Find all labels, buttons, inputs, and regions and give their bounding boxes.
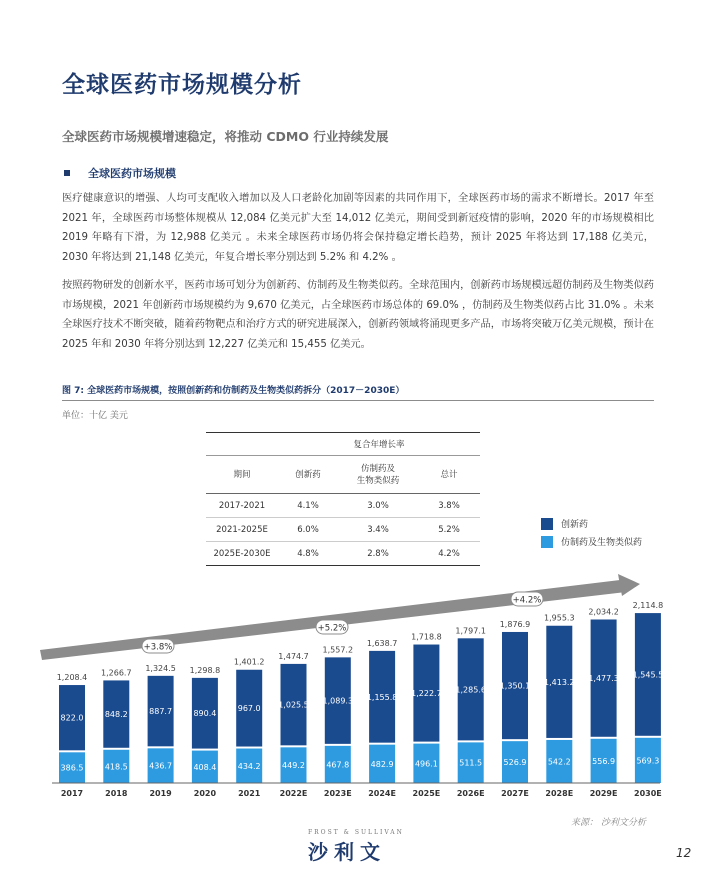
page-number: 12: [676, 846, 692, 860]
bar-label-innovative: 1,285.6: [455, 685, 486, 695]
col-generic-header-line1: 仿制药及: [360, 463, 395, 474]
bar-label-innovative: 1,413.2: [544, 677, 575, 687]
cell-period: 2021-2025E: [206, 518, 278, 542]
bar-total-label: 1,955.3: [544, 613, 575, 623]
cagr-group-header: 复合年增长率: [278, 433, 480, 456]
bar-total-label: 1,401.2: [233, 657, 265, 667]
cell-total: 5.2%: [418, 518, 480, 542]
bar-total-label: 2,034.2: [588, 607, 619, 617]
cagr-table: [206, 432, 480, 566]
bar-label-generic: 408.4: [193, 762, 217, 772]
section-heading-text: 全球医药市场规模: [88, 167, 176, 180]
bar-label-generic: 418.5: [104, 762, 128, 772]
growth-annotation-label: +3.8%: [143, 642, 173, 653]
x-tick-label: 2017: [60, 789, 84, 798]
logo-wordmark-en: FROST & SULLIVAN: [308, 829, 404, 836]
legend-label-generic: 仿制药及生物类似药: [561, 538, 643, 548]
bar-label-generic: 482.9: [370, 759, 394, 769]
bar-label-innovative: 1,350.1: [499, 681, 531, 691]
col-period-header: 期间: [206, 456, 278, 494]
cell-total: 4.2%: [418, 542, 480, 566]
bar-total-label: 1,298.8: [189, 665, 221, 675]
x-tick-label: 2029E: [589, 789, 618, 798]
col-generic-header-line2: 生物类似药: [356, 475, 400, 486]
cell-generic: 3.4%: [338, 518, 418, 542]
x-tick-label: 2023E: [323, 789, 352, 798]
legend-swatch-generic: [541, 536, 553, 548]
bar-total-label: 1,324.5: [145, 663, 176, 673]
page-title: 全球医药市场规模分析: [62, 72, 302, 98]
cell-innovative: 6.0%: [278, 518, 338, 542]
cell-innovative: 4.8%: [278, 542, 338, 566]
bar-total-label: 2,114.8: [632, 601, 664, 611]
logo-wordmark-cn: 沙利文: [308, 840, 386, 864]
col-innovative-header: 创新药: [278, 456, 338, 494]
bar-label-generic: 569.3: [636, 756, 660, 766]
bar-total-label: 1,876.9: [499, 619, 531, 629]
bar-label-generic: 449.2: [282, 761, 305, 771]
x-tick-label: 2030E: [634, 789, 662, 798]
bar-label-innovative: 822.0: [60, 713, 84, 723]
x-tick-label: 2026E: [456, 789, 485, 798]
bar-label-innovative: 967.0: [237, 704, 261, 714]
x-tick-label: 2018: [105, 789, 128, 798]
x-tick-label: 2020: [193, 789, 217, 798]
growth-annotation-label: +4.2%: [512, 595, 542, 606]
table-row: [206, 518, 480, 542]
bar-label-innovative: 1,155.8: [366, 692, 398, 702]
x-tick-label: 2027E: [501, 789, 529, 798]
growth-trend-arrowhead: [618, 574, 640, 596]
bar-label-innovative: 887.7: [149, 707, 173, 717]
bar-label-innovative: 1,089.3: [322, 696, 354, 706]
bar-total-label: 1,266.7: [101, 668, 132, 678]
legend-item-innovative: [541, 517, 588, 530]
bar-total-label: 1,557.2: [322, 645, 354, 655]
bar-total-label: 1,474.7: [278, 651, 309, 661]
x-tick-label: 2019: [149, 789, 172, 798]
paragraph-2: 按照药物研发的创新水平，医药市场可划分为创新药、仿制药及生物类似药。全球范围内，创新药市场规模远超仿制药及生物类似药市场规模，2021 年创新药市场规模约为 9,670 亿美元，占全球医药市场总体的 69.0% ，仿制药及生物类似药占比 31.0% 。未来全球医疗技术不断突破，随着药物靶点和治疗方式的研究进展深入，创新药领域将涌现更多产品，市场将突破万亿美元规模，预计在 2025 年和 2030 年将分别达到 12,227 亿美元和 15,455 亿美元。: [62, 280, 654, 350]
legend-label-innovative: 创新药: [561, 520, 589, 530]
cell-innovative: 4.1%: [278, 494, 338, 518]
table-row: [206, 494, 480, 518]
market-size-chart: [0, 570, 710, 810]
bar-label-generic: 434.2: [237, 761, 261, 771]
legend-item-generic: [541, 535, 642, 548]
x-tick-label: 2021: [238, 789, 261, 798]
bar-label-generic: 467.8: [326, 760, 350, 770]
section-heading: [62, 165, 176, 181]
bar-label-generic: 542.2: [547, 757, 571, 767]
cell-period: 2017-2021: [206, 494, 278, 518]
x-tick-label: 2025E: [412, 789, 441, 798]
bar-label-innovative: 1,477.3: [588, 674, 619, 684]
bar-label-innovative: 890.4: [193, 709, 217, 719]
cell-total: 3.8%: [418, 494, 480, 518]
bar-label-innovative: 1,222.7: [411, 689, 442, 699]
bar-label-innovative: 1,025.5: [278, 700, 309, 710]
table-header-blank: [206, 433, 278, 456]
bar-label-generic: 386.5: [60, 763, 84, 773]
x-tick-label: 2022E: [279, 789, 308, 798]
growth-annotation-label: +5.2%: [317, 623, 347, 634]
bar-label-innovative: 848.2: [104, 710, 128, 720]
x-tick-label: 2028E: [545, 789, 574, 798]
col-total-header: 总计: [418, 456, 480, 494]
cell-period: 2025E-2030E: [206, 542, 278, 566]
caption-divider: [62, 400, 654, 401]
bar-total-label: 1,638.7: [366, 638, 398, 648]
bar-total-label: 1,718.8: [411, 632, 442, 642]
page-subtitle: 全球医药市场规模增速稳定，将推动 CDMO 行业持续发展: [62, 129, 389, 144]
bar-label-generic: 496.1: [414, 759, 438, 769]
bar-label-innovative: 1,545.5: [632, 670, 664, 680]
bar-label-generic: 511.5: [459, 758, 483, 768]
paragraph-1: 医疗健康意识的增强、人均可支配收入增加以及人口老龄化加剧等因素的共同作用下，全球医药市场的需求不断增长。2017 年至 2021 年，全球医药市场整体规模从 12,084 亿美元扩大至 14,012 亿美元，期间受到新冠疫情的影响，2020 年的市场规模相比 2019 年略有下滑，为 12,988 亿美元 。未来全球医药市场仍将会保持稳定增长趋势，预计 2025 年将达到 17,188 亿美元，2030 年将达到 21,148 亿美元，年复合增长率分别达到 5.2% 和 4.2% 。: [62, 193, 654, 263]
bar-label-generic: 556.9: [592, 756, 616, 766]
bar-label-generic: 436.7: [149, 761, 173, 771]
table-row: [206, 542, 480, 566]
col-generic-header: [338, 456, 418, 494]
cell-generic: 2.8%: [338, 542, 418, 566]
bar-total-label: 1,797.1: [455, 626, 486, 636]
bar-total-label: 1,208.4: [56, 673, 88, 683]
source-note: 来源： 沙利文分析: [571, 818, 646, 828]
legend-swatch-innovative: [541, 518, 553, 530]
x-tick-label: 2024E: [368, 789, 396, 798]
square-bullet-icon: [64, 170, 70, 176]
cell-generic: 3.0%: [338, 494, 418, 518]
bar-label-generic: 526.9: [503, 758, 527, 768]
figure-caption: 图 7: 全球医药市场规模，按照创新药和仿制药及生物类似药拆分（2017－2030E）: [62, 386, 405, 396]
unit-label: 单位：十亿 美元: [62, 411, 128, 421]
